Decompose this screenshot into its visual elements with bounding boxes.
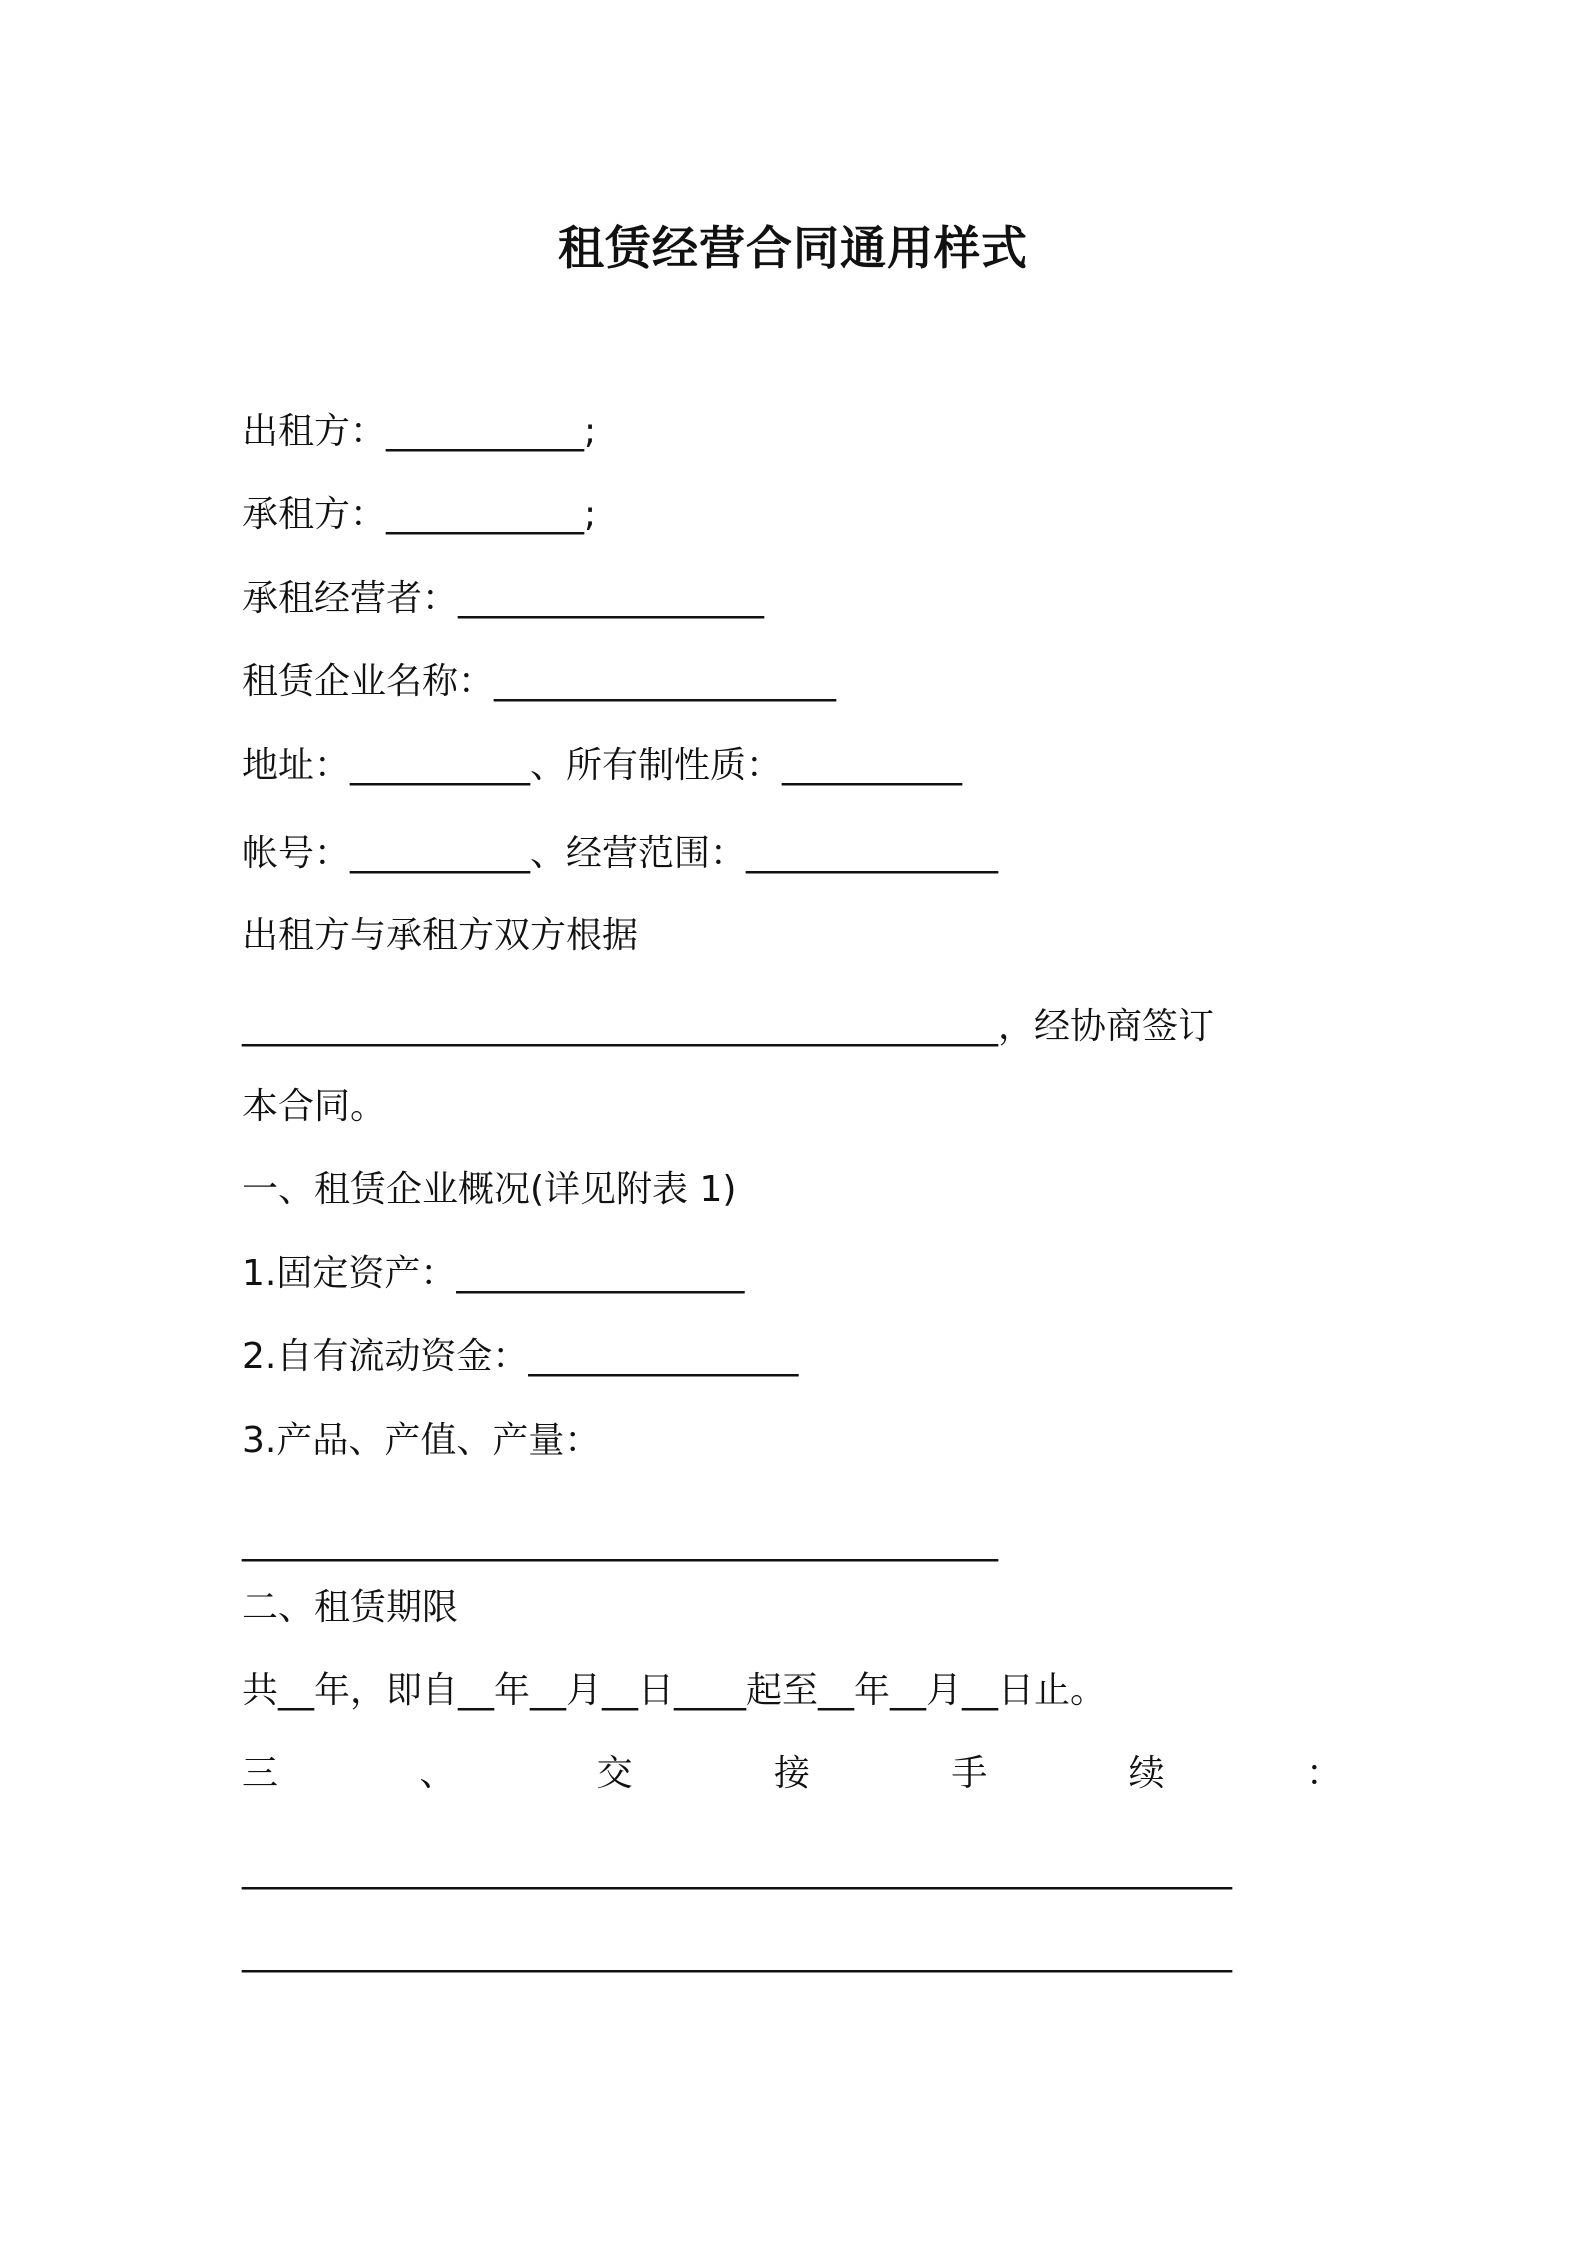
- section-1-heading: 一、租赁企业概况(详见附表 1): [242, 1169, 737, 1210]
- enterprise-name-line: 租赁企业名称：___________________: [242, 661, 837, 702]
- address-ownership-line: 地址：__________、所有制性质：__________: [242, 745, 963, 786]
- section-2-heading: 二、租赁期限: [242, 1587, 459, 1628]
- section-3-char: 、: [419, 1753, 456, 1794]
- operator-line: 承租经营者：_________________: [242, 578, 765, 619]
- section-3-char: ：: [1305, 1753, 1342, 1794]
- fixed-assets-line: 1.固定资产：________________: [242, 1253, 745, 1294]
- preamble-line: 出租方与承租方双方根据: [242, 915, 639, 956]
- section-3-char: 手: [951, 1753, 988, 1794]
- preamble-end-line: 本合同。: [242, 1086, 387, 1127]
- section-3-char: 接: [773, 1753, 810, 1794]
- section-3-heading: [242, 1750, 1342, 1798]
- handover-blank-line-2: _______________________________________________________: [242, 1932, 1232, 1973]
- account-scope-line: 帐号：__________、经营范围：______________: [242, 833, 999, 874]
- products-line: 3.产品、产值、产量：: [242, 1420, 601, 1461]
- handover-blank-line-1: _______________________________________________________: [242, 1849, 1232, 1890]
- lessee-line: 承租方：___________;: [242, 494, 597, 535]
- basis-line: __________________________________________，经协商签订: [242, 1006, 1215, 1047]
- section-3-char: 三: [242, 1753, 279, 1794]
- lease-term-line: 共__年，即自__年__月__日____起至__年__月__日止。: [242, 1670, 1107, 1711]
- products-blank-line: __________________________________________: [242, 1521, 998, 1562]
- section-3-char: 续: [1128, 1753, 1165, 1794]
- section-3-char: 交: [596, 1753, 633, 1794]
- document-title: 租赁经营合同通用样式: [558, 221, 1028, 275]
- working-capital-line: 2.自有流动资金：_______________: [242, 1336, 799, 1377]
- lessor-line: 出租方：___________;: [242, 411, 597, 452]
